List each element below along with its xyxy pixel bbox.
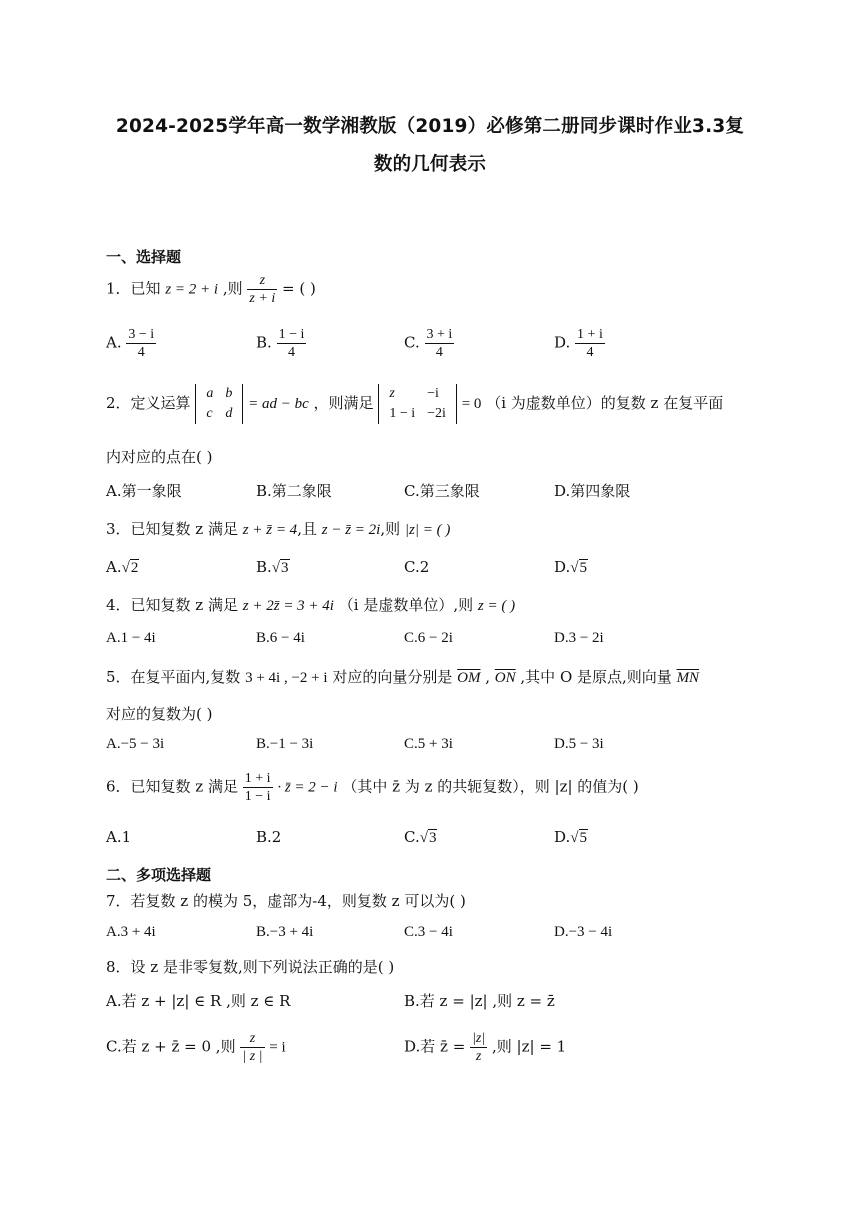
section-heading-2: 二、多项选择题 (106, 866, 212, 884)
q6-option-b[interactable]: B.2 (256, 828, 282, 846)
q6-text-a: 6．已知复数 z 满足 (106, 777, 238, 796)
title-line-1: 2024-2025学年高一数学湘教版（2019）必修第二册同步课时作业3.3复 (115, 116, 745, 137)
question-2 (106, 384, 723, 424)
q6-d-radicand: 5 (579, 830, 587, 846)
det1-c: c (206, 406, 213, 421)
sqrt-icon: √3 (419, 830, 437, 846)
q8-option-c[interactable] (106, 1030, 286, 1065)
q4-option-b[interactable]: B.6 − 4i (256, 630, 305, 646)
q3-expr-2: z − z̄ = 2i (321, 522, 381, 538)
q4-text-a: 4．已知复数 z 满足 (106, 596, 238, 614)
q3-d-radicand: 5 (579, 560, 587, 576)
det1-b: b (225, 386, 233, 401)
q1-b-num: 1 − i (278, 327, 305, 342)
q8-option-d[interactable] (404, 1030, 566, 1065)
question-6 (106, 770, 639, 805)
q6-text-b: （其中 z̄ 为 z 的共轭复数），则 |z| 的值为( ) (342, 777, 639, 796)
q4-expr: z + 2z̄ = 3 + 4i (242, 598, 334, 614)
q4-expr-2: z = ( ) (477, 598, 516, 614)
det2-a: z (389, 386, 395, 401)
q8-d-num: |z| (472, 1031, 486, 1046)
q3-text-a: 3．已知复数 z 满足 (106, 520, 238, 538)
q6-option-c[interactable] (404, 828, 437, 847)
q1-fraction (247, 272, 277, 307)
q5-option-b[interactable]: B.−1 − 3i (256, 736, 314, 752)
q4-option-a[interactable]: A.1 − 4i (106, 630, 156, 646)
q5-text-c: ,其中 O 是原点,则向量 (520, 668, 672, 686)
q8-c-den: | z | (242, 1049, 263, 1064)
q6-c-radicand: 3 (428, 830, 437, 846)
sqrt-icon: √2 (121, 560, 139, 576)
q5-text-b: 对应的向量分别是 (332, 668, 453, 686)
question-8: 8．设 z 是非零复数,则下列说法正确的是( ) (106, 958, 395, 976)
q2-determinant-1 (195, 384, 243, 424)
q6-option-a[interactable]: A.1 (106, 828, 132, 846)
q5-vector-mn: $\overline{MN}$ (676, 670, 700, 686)
q1-option-a[interactable] (106, 326, 156, 361)
q4-option-c[interactable]: C.6 − 2i (404, 630, 453, 646)
question-4 (106, 594, 515, 615)
q1-a-den: 4 (137, 345, 145, 360)
q5-vector-on: $\overline{ON}$ (494, 670, 516, 686)
q1-frac-num: z (247, 272, 277, 290)
q8-c-num: z (240, 1030, 264, 1048)
q5-option-d[interactable]: D.5 − 3i (554, 736, 604, 752)
q5-expr: 3 + 4i , −2 + i (245, 670, 328, 686)
q3-option-a[interactable] (106, 558, 139, 577)
q3-a-label: A. (106, 558, 122, 576)
q8-d-text: D.若 z̄ = (404, 1037, 466, 1056)
q2-option-d[interactable]: D.第四象限 (554, 482, 631, 500)
q1-option-d[interactable] (554, 326, 605, 361)
q2-line-2: 内对应的点在( ) (106, 448, 213, 466)
det1-d: d (225, 406, 233, 421)
q3-expr-1: z + z̄ = 4 (242, 522, 298, 538)
q8-d-fraction (470, 1030, 487, 1065)
q1-option-b[interactable] (256, 326, 306, 361)
q7-option-a[interactable]: A.3 + 4i (106, 924, 156, 940)
det1-a: a (206, 386, 214, 401)
question-3 (106, 518, 450, 539)
question-1 (106, 272, 316, 307)
det2-b: −i (427, 386, 439, 401)
q4-option-d[interactable]: D.3 − 2i (554, 630, 604, 646)
q3-option-d[interactable] (554, 558, 588, 577)
q6-fraction (243, 770, 273, 805)
q1-option-a-label: A. (106, 333, 122, 352)
q2-option-c[interactable]: C.第三象限 (404, 482, 480, 500)
q1-frac-den: z + i (249, 291, 276, 306)
q7-option-d[interactable]: D.−3 − 4i (554, 924, 613, 940)
det2-d: −2i (427, 406, 446, 421)
q1-option-b-label: B. (256, 333, 272, 352)
q1-option-c[interactable] (404, 326, 454, 361)
q8-option-b[interactable]: B.若 z = |z| ,则 z = z̄ (404, 992, 555, 1010)
q5-vector-om: $\overline{OM}$ (457, 670, 481, 686)
sqrt-icon: √5 (570, 830, 587, 846)
q5-text-a: 5．在复平面内,复数 (106, 668, 241, 686)
section-heading-1: 一、选择题 (106, 248, 182, 266)
q2-eq2: = 0 (461, 396, 482, 412)
q6-d-label: D. (554, 828, 571, 846)
q1-a-num: 3 − i (128, 327, 155, 342)
q1-prefix: 1．已知 (106, 279, 161, 298)
q1-d-num: 1 + i (577, 327, 603, 342)
q7-option-c[interactable]: C.3 − 4i (404, 924, 453, 940)
q8-c-fraction (240, 1030, 264, 1065)
q2-tail: （i 为虚数单位）的复数 z 在复平面 (486, 394, 724, 412)
q8-d-tail: ,则 |z| = 1 (492, 1037, 567, 1056)
q3-option-b[interactable] (256, 558, 290, 577)
q3-a-radicand: 2 (130, 560, 139, 576)
q4-text-b: （i 是虚数单位）,则 (338, 596, 474, 614)
sqrt-icon: √5 (570, 560, 587, 576)
q1-option-d-label: D. (554, 333, 571, 352)
q1-c-den: 4 (435, 345, 443, 360)
q8-c-tail: = i (269, 1039, 286, 1056)
q3-b-label: B. (256, 558, 272, 576)
q6-frac-den: 1 − i (244, 789, 271, 804)
question-7: 7．若复数 z 的模为 5，虚部为-4，则复数 z 可以为( ) (106, 892, 466, 910)
q7-option-b[interactable]: B.−3 + 4i (256, 924, 314, 940)
q1-option-c-label: C. (404, 333, 420, 352)
q3-expr-3: |z| = ( ) (404, 522, 451, 538)
q5-option-a[interactable]: A.−5 − 3i (106, 736, 165, 752)
q6-option-d[interactable] (554, 828, 588, 847)
q1-c-num: 3 + i (426, 327, 453, 342)
q2-mid: ，则满足 (313, 394, 374, 412)
sqrt-icon: √3 (271, 560, 289, 576)
q8-d-den: z (475, 1049, 482, 1064)
q3-option-c[interactable]: C.2 (404, 558, 430, 576)
q3-d-label: D. (554, 558, 571, 576)
q6-frac-num: 1 + i (244, 771, 271, 786)
q5-option-c[interactable]: C.5 + 3i (404, 736, 453, 752)
q6-expr: · z̄ = 2 − i (277, 779, 338, 796)
q1-expr: z = 2 + i (165, 281, 219, 298)
q3-text-b: ,且 (297, 520, 317, 538)
q3-b-radicand: 3 (281, 560, 289, 576)
q8-option-a[interactable]: A.若 z + |z| ∈ R ,则 z ∈ R (106, 992, 291, 1010)
q1-mid: ,则 (222, 279, 243, 298)
title-line-2: 数的几何表示 (373, 154, 487, 175)
q2-option-b[interactable]: B.第二象限 (256, 482, 332, 500)
q2-prefix: 2．定义运算 (106, 394, 191, 412)
q8-c-text: C.若 z + z̄ = 0 ,则 (106, 1037, 236, 1056)
q1-d-den: 4 (586, 345, 594, 360)
q2-option-a[interactable]: A.第一象限 (106, 482, 182, 500)
question-5: 5．在复平面内,复数 3 + 4i , −2 + i 对应的向量分别是 $\overline{OM}$ , $\overline{ON}$ ,其中 O 是原点,则向量 $\overline{MN}$ (106, 668, 700, 686)
q5-line-2: 对应的复数为( ) (106, 705, 213, 723)
q3-text-c: ,则 (380, 520, 401, 538)
q6-c-label: C. (404, 828, 420, 846)
q1-tail: = ( ) (282, 279, 316, 298)
q1-b-den: 4 (287, 345, 295, 360)
det2-c: 1 − i (389, 406, 416, 421)
page-title (60, 108, 800, 184)
q2-determinant-2 (378, 384, 457, 424)
q2-eq1: = ad − bc (248, 396, 309, 412)
